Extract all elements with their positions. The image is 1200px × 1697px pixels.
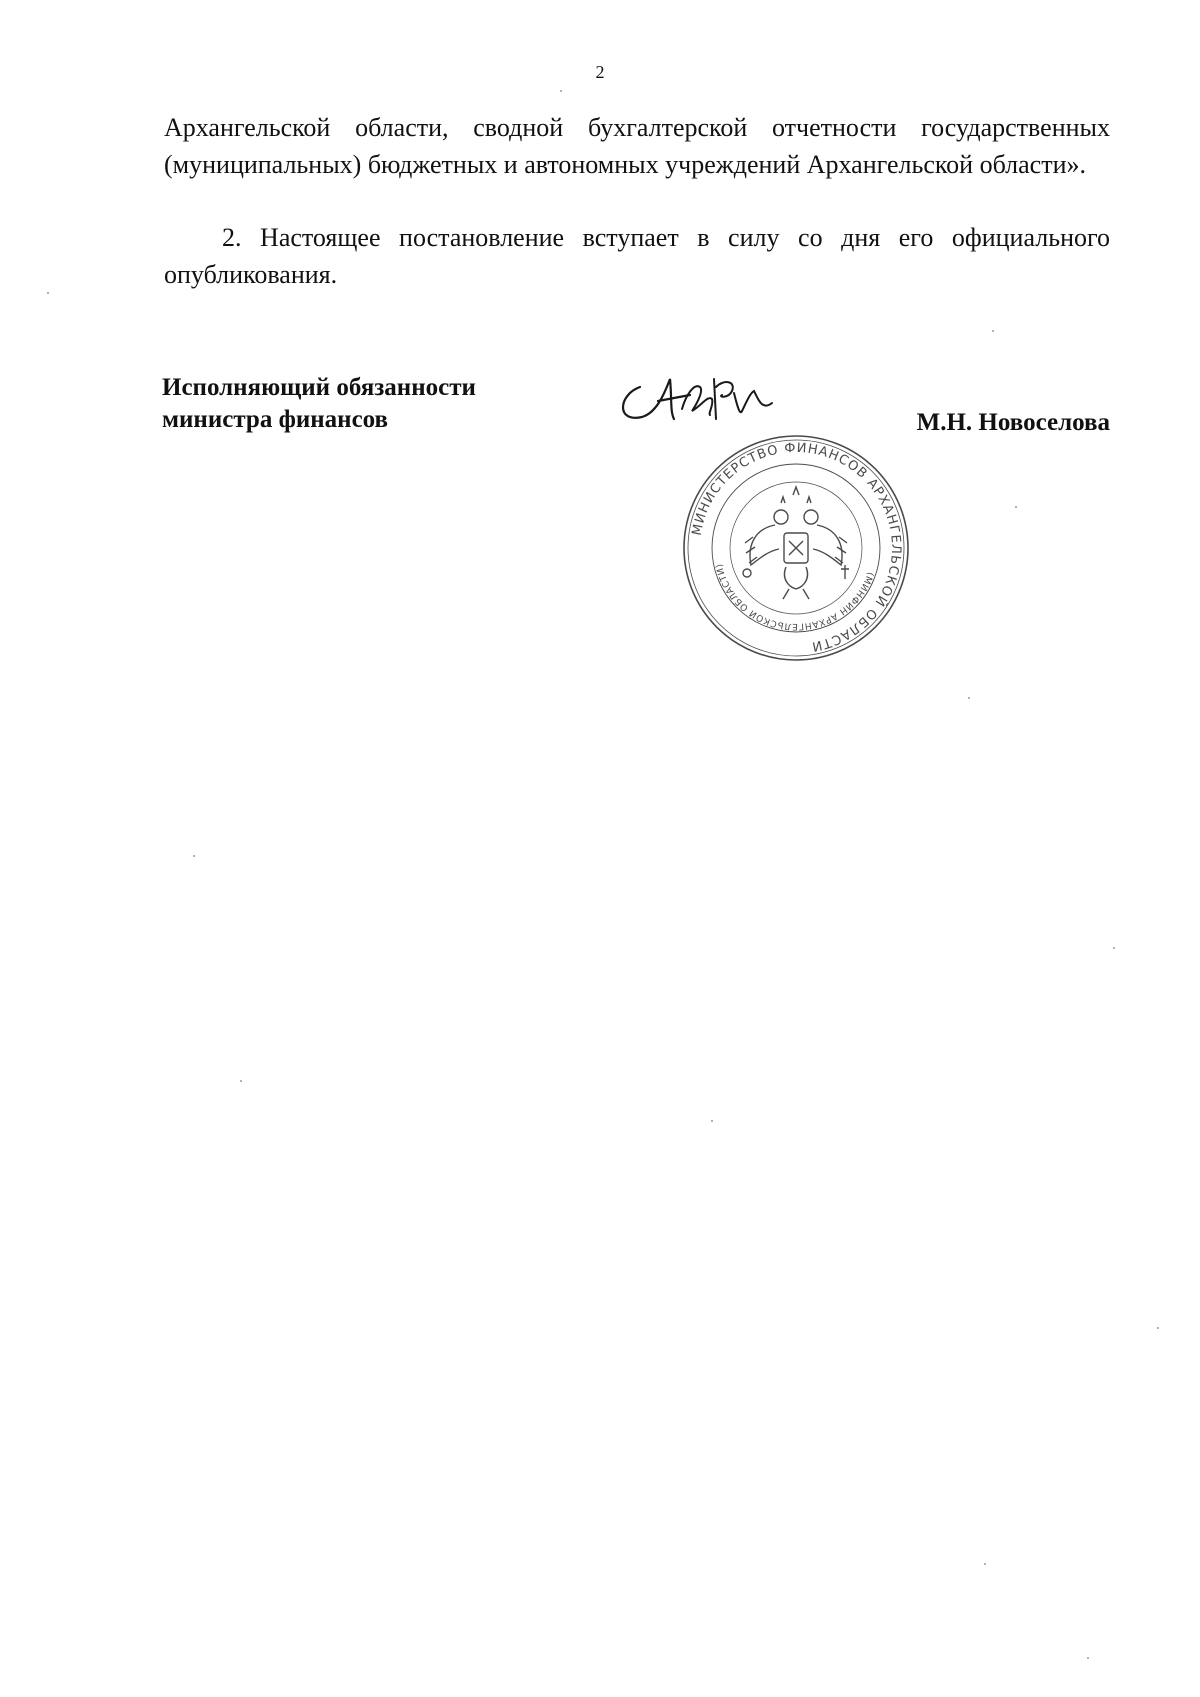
scan-speck xyxy=(1157,1327,1159,1329)
signer-title xyxy=(162,372,476,436)
seal-inner-text: (МИНФИН АРХАНГЕЛЬСКОЙ ОБЛАСТИ) xyxy=(714,562,875,632)
scan-speck xyxy=(968,697,970,699)
scan-speck xyxy=(711,1120,713,1122)
scan-speck xyxy=(193,855,195,857)
handwritten-signature xyxy=(612,365,782,440)
seal-outer-text: МИНИСТЕРСТВО ФИНАНСОВ АРХАНГЕЛЬСКОЙ ОБЛАСТИ xyxy=(689,440,904,654)
scan-speck xyxy=(1015,506,1017,508)
paragraph-continuation: Архангельской области, сводной бухгалтерской отчетности государственных (муниципальных) бюджетных и автономных учреждений Архангельской области». xyxy=(164,113,1110,179)
scan-speck xyxy=(560,90,562,92)
scan-speck xyxy=(47,292,49,294)
scan-speck xyxy=(984,1563,986,1565)
signer-name: М.Н. Новоселова xyxy=(916,409,1110,436)
signer-title-line-1: Исполняющий обязанности xyxy=(162,374,476,401)
scan-speck xyxy=(240,1080,242,1082)
paragraph-effective-date: 2. Настоящее постановление вступает в силу со дня его официального опубликования. xyxy=(164,223,1110,289)
page-number: 2 xyxy=(595,62,605,82)
signer-title-line-2: министра финансов xyxy=(162,406,389,433)
double-headed-eagle-icon xyxy=(743,487,849,599)
scan-speck xyxy=(1087,1657,1089,1659)
svg-text:(МИНФИН АРХАНГЕЛЬСКОЙ ОБЛАСТИ) xyxy=(715,562,875,631)
scan-speck xyxy=(1113,947,1115,949)
scan-speck xyxy=(992,330,994,332)
official-seal xyxy=(681,433,911,668)
